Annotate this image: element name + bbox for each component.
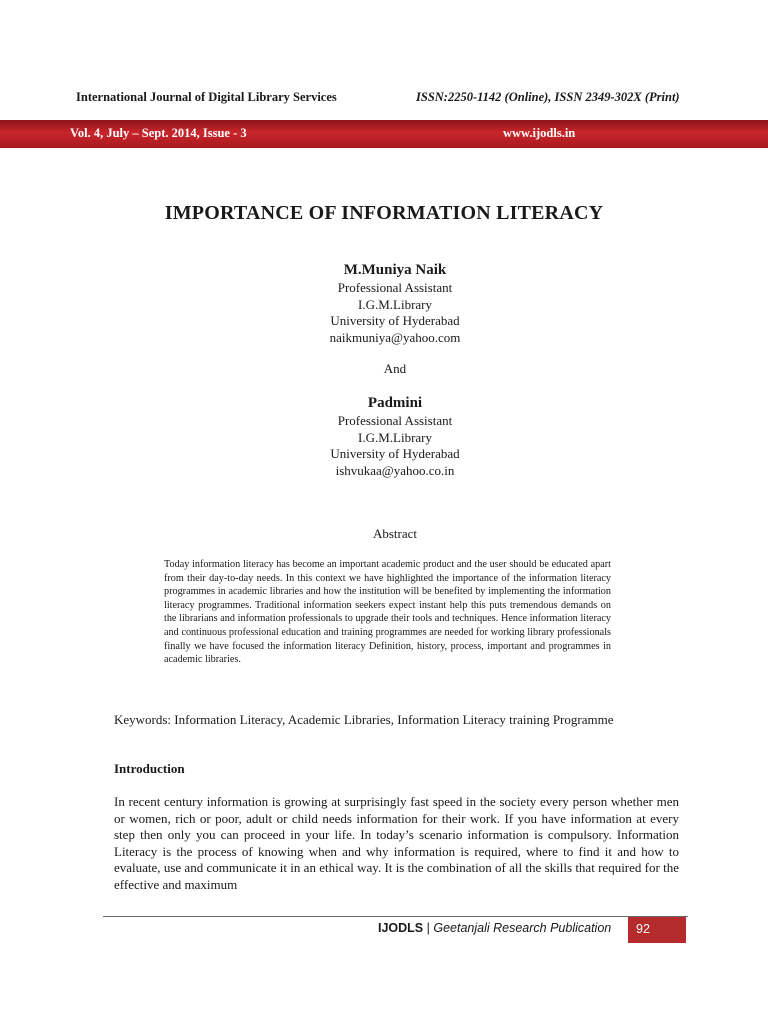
author-name: M.Muniya Naik — [343, 262, 447, 278]
abstract-heading: Abstract — [372, 526, 418, 541]
footer-credit — [378, 921, 611, 935]
footer-brand: IJODLS — [378, 921, 424, 935]
footer-separator: | — [423, 921, 434, 935]
author-block-2 — [0, 395, 768, 479]
keywords: Keywords: Information Literacy, Academic Libraries, Information Literacy training Programme — [114, 712, 614, 727]
footer-publisher: Geetanjali Research Publication — [433, 921, 612, 935]
introduction-text: In recent century information is growing at surprisingly fast speed in the society every person whether men or women, rich or poor, adult or child needs information for their work. If you have information at every step then only you can proceed in your life. In today’s scenario information is compulsory. Information Literacy is the process of knowing when and why information is required, where to find it and how to evaluate, use and communicate it in an ethical way. It is the combination of all the skills that required for the effective and maximum — [114, 794, 679, 892]
abstract-text: Today information literacy has become an important academic product and the user should be educated apart from their day-to-day needs. In this context we have highlighted the importance of the information literacy programmes in academic libraries and how the institution will be benefited by implementing the information literacy programmes. Traditional information seekers expect instant help this puts tremendous demands on the librarians and information professionals to upgrade their tools and techniques. Hence information literacy and continuous professional education and training programmes are needed for working library professionals finally we have focused the information literacy Definition, history, process, important and programmes in academic libraries. — [164, 559, 611, 666]
introduction-heading: Introduction — [114, 761, 185, 776]
author-block-1 — [0, 262, 768, 346]
author-email: naikmuniya@yahoo.com — [329, 329, 461, 345]
author-university: University of Hyderabad — [330, 446, 460, 461]
paper-title: IMPORTANCE OF INFORMATION LITERACY — [164, 202, 604, 224]
author-position: Professional Assistant — [337, 280, 453, 295]
page-number-box — [628, 917, 686, 943]
author-name: Padmini — [367, 395, 423, 411]
journal-website: www.ijodls.in — [503, 126, 576, 140]
author-library: I.G.M.Library — [357, 429, 432, 445]
author-position: Professional Assistant — [337, 413, 453, 428]
and-separator: And — [383, 361, 407, 376]
page-number: 92 — [636, 922, 650, 936]
author-email: ishvukaa@yahoo.co.in — [335, 462, 455, 478]
volume-issue: Vol. 4, July – Sept. 2014, Issue - 3 — [70, 126, 247, 140]
issn-info: ISSN:2250-1142 (Online), ISSN 2349-302X (Print) — [416, 90, 680, 104]
author-university: University of Hyderabad — [330, 313, 460, 328]
journal-name: International Journal of Digital Library Services — [76, 90, 337, 104]
footer-divider — [103, 916, 688, 917]
author-library: I.G.M.Library — [357, 296, 432, 312]
